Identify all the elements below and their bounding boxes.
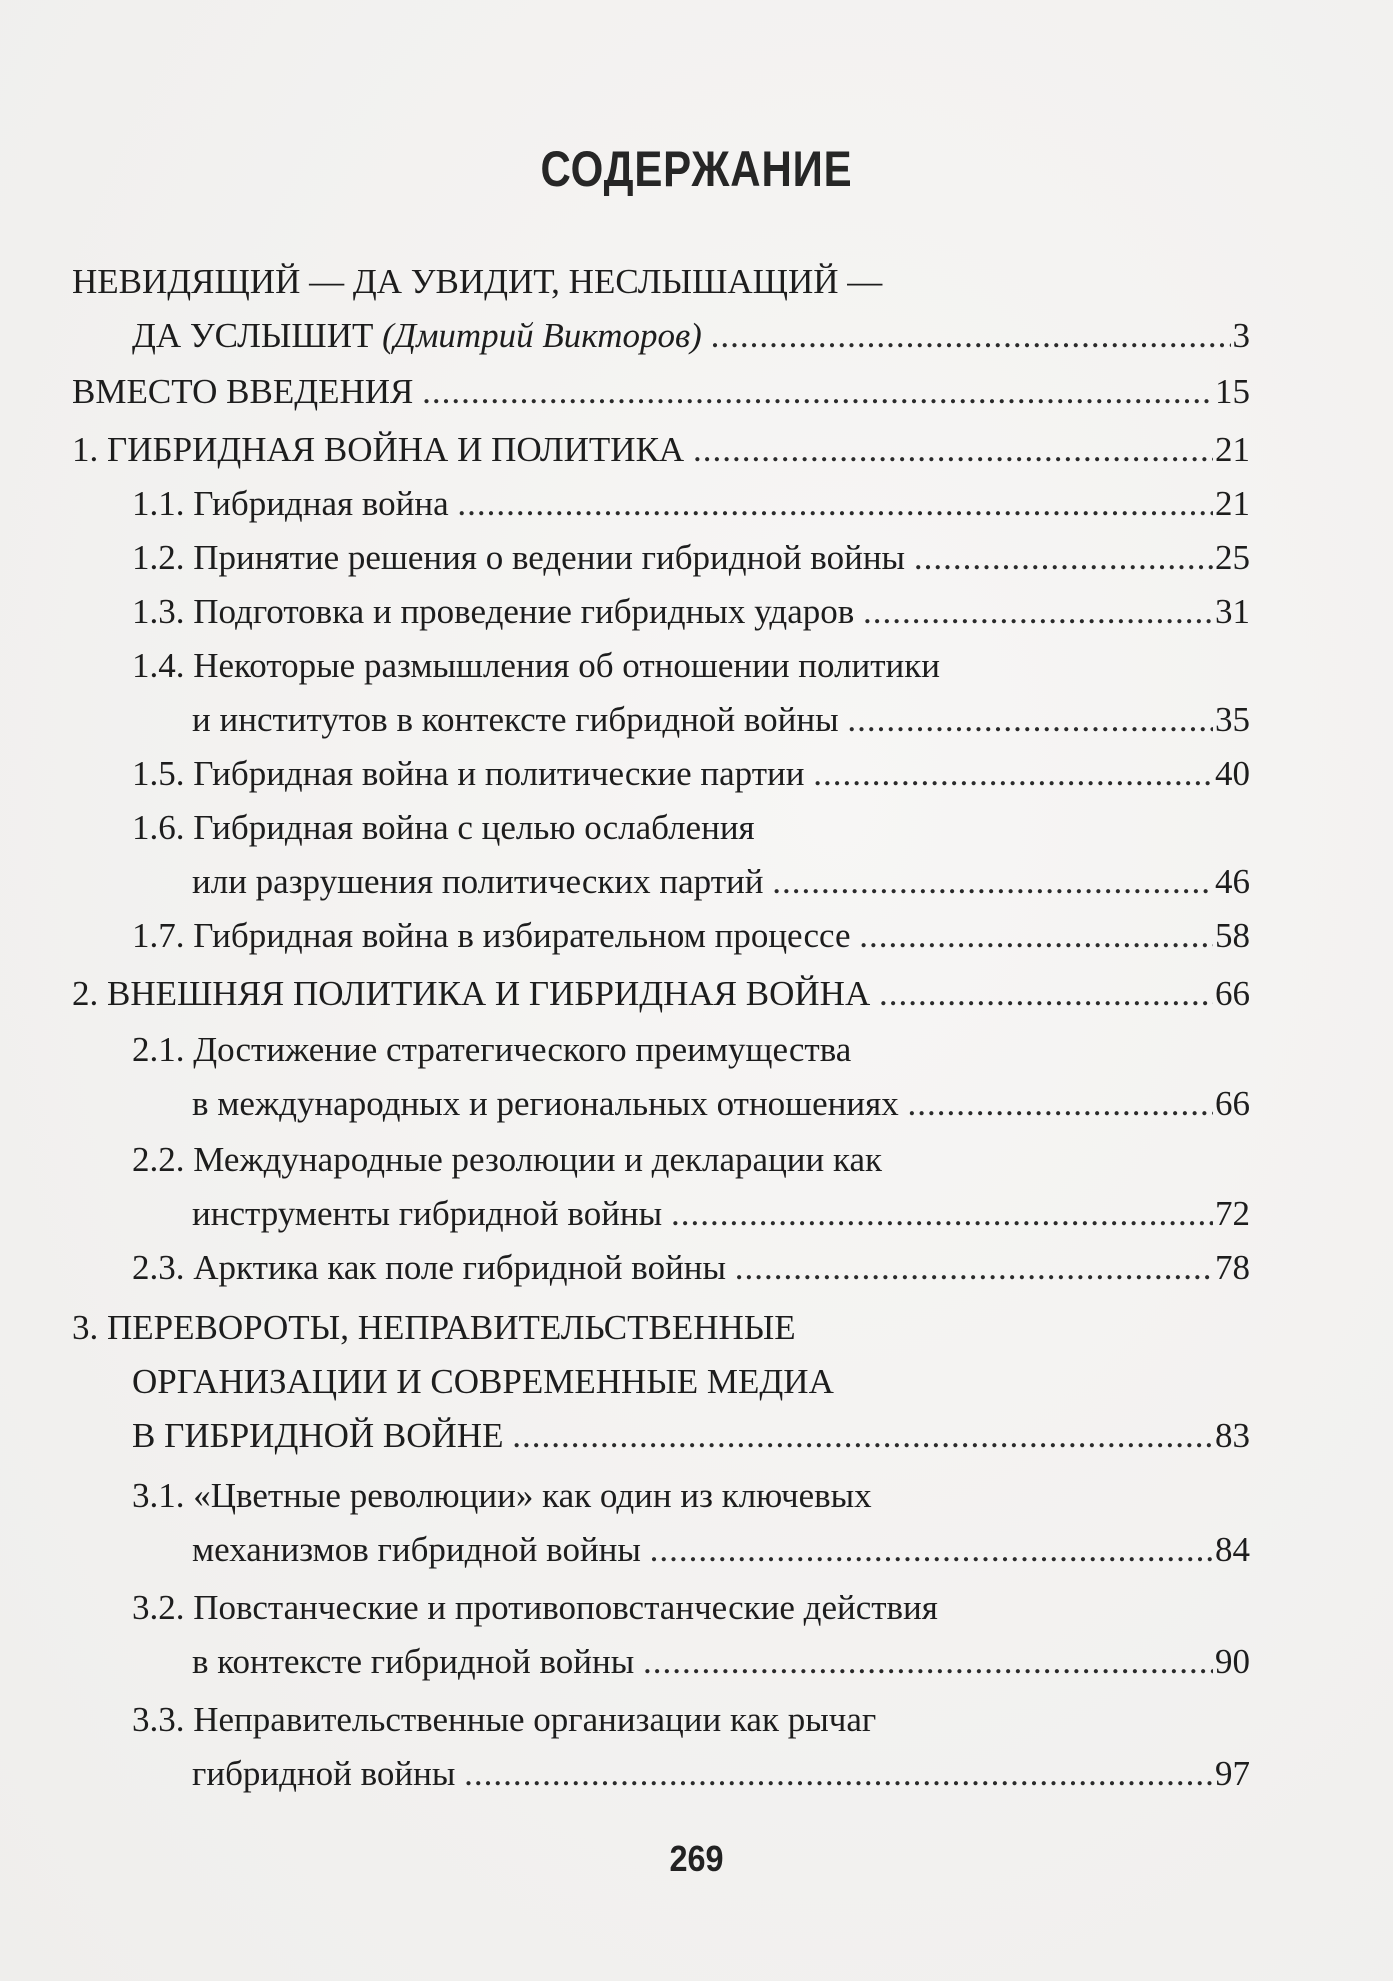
toc-entry-line: 2.1. Достижение стратегического преимущества [132,1030,852,1069]
dot-leader [457,477,1213,531]
dot-leader [772,855,1213,909]
toc-entry [132,531,1250,585]
spacer [641,1523,650,1577]
spacer [373,309,382,363]
toc-entry-author: (Дмитрий Викторов) [382,316,702,355]
toc-entry-page: 35 [1215,700,1250,739]
toc-entry-leader-row [132,1635,1250,1689]
toc-entry [132,639,1250,747]
toc-entry-line: ДА УСЛЫШИТ [132,316,374,355]
toc-entry [132,1693,1250,1801]
toc-entry-leader-row [132,1187,1250,1241]
spacer [684,423,693,477]
toc-entry-page: 72 [1215,1194,1250,1233]
toc-entry-page: 31 [1215,592,1250,631]
toc-entry-page: 78 [1215,1248,1250,1287]
toc-entry [132,1469,1250,1577]
toc-entry-page: 40 [1215,754,1250,793]
spacer [449,477,458,531]
spacer [839,693,848,747]
toc-entry-line: 1.1. Гибридная война [132,484,449,523]
toc-entry-leader-row [132,693,1250,747]
toc-entry-line: 2.2. Международные резолюции и декларации как [132,1140,883,1179]
toc-entry-page: 21 [1215,484,1250,523]
toc-entry-line: и институтов в контексте гибридной войны [192,700,839,739]
toc-entry-leader-row [132,909,1250,963]
toc-entry-page: 3 [1232,316,1250,355]
toc-entry [72,967,1250,1021]
spacer [851,909,860,963]
toc-entry-page: 97 [1215,1754,1250,1793]
toc-entry [132,477,1250,531]
toc-entry-line: 1. ГИБРИДНАЯ ВОЙНА И ПОЛИТИКА [72,430,685,469]
toc-entry [132,1133,1250,1241]
toc-entry-page: 21 [1215,430,1250,469]
toc-entry-page: 58 [1215,916,1250,955]
dot-leader [863,585,1213,639]
dot-leader [671,1187,1213,1241]
toc-entry-leader-row [132,1241,1250,1295]
toc-entry-line: гибридной войны [192,1754,456,1793]
toc-entry-page: 84 [1215,1530,1250,1569]
toc-entry-line: 2.3. Арктика как поле гибридной войны [132,1248,727,1287]
spacer [634,1635,643,1689]
toc-entry-leader-row [132,1523,1250,1577]
toc-entry-line: в международных и региональных отношениях [192,1084,899,1123]
spacer [726,1241,735,1295]
toc-entry-line: 1.4. Некоторые размышления об отношении политики [132,646,941,685]
toc-entry-line: инструменты гибридной войны [192,1194,663,1233]
dot-leader [512,1409,1213,1463]
toc-entry-line: 1.2. Принятие решения о ведении гибридной войны [132,538,906,577]
dot-leader [847,693,1213,747]
dot-leader [879,967,1213,1021]
spacer [870,967,879,1021]
toc-entry [132,1581,1250,1689]
toc-entry-leader-row [132,531,1250,585]
page-title: СОДЕРЖАНИЕ [540,141,853,197]
toc-entry-line: 2. ВНЕШНЯЯ ПОЛИТИКА И ГИБРИДНАЯ ВОЙНА [72,974,871,1013]
page-number: 269 [669,1838,724,1879]
toc-entry-leader-row [132,1077,1250,1131]
toc-entry-line: НЕВИДЯЩИЙ — ДА УВИДИТ, НЕСЛЫШАЩИЙ — [72,262,883,301]
spacer [702,309,711,363]
toc-entry-leader-row [72,309,1250,363]
dot-leader [735,1241,1213,1295]
toc-entry-leader-row [132,1747,1250,1801]
dot-leader [813,747,1213,801]
toc-entry-line: или разрушения политических партий [192,862,764,901]
dot-leader [464,1747,1213,1801]
toc-entry-page: 83 [1215,1416,1250,1455]
toc-entry [132,909,1250,963]
toc-entry-leader-row [132,477,1250,531]
toc-entry [72,1301,1250,1463]
spacer [503,1409,512,1463]
toc-entry-line: 1.5. Гибридная война и политические партии [132,754,805,793]
dot-leader [907,1077,1213,1131]
dot-leader [914,531,1213,585]
spacer [662,1187,671,1241]
toc-entry-line: ОРГАНИЗАЦИИ И СОВРЕМЕННЫЕ МЕДИА [132,1362,834,1401]
toc-entry-leader-row [132,585,1250,639]
toc-entry-line: 1.3. Подготовка и проведение гибридных ударов [132,592,855,631]
dot-leader [693,423,1213,477]
toc-entry-line: 3.2. Повстанческие и противоповстанческие действия [132,1588,938,1627]
toc-entry-page: 66 [1215,1084,1250,1123]
toc-entry [132,1241,1250,1295]
toc-entry [132,1023,1250,1131]
toc-entry [72,423,1250,477]
toc-entry-leader-row [72,423,1250,477]
spacer [413,365,422,419]
spacer [899,1077,908,1131]
toc-entry-line: в контексте гибридной войны [192,1642,635,1681]
toc-entry-leader-row [132,747,1250,801]
dot-leader [859,909,1213,963]
toc-entry-leader-row [72,967,1250,1021]
spacer [763,855,772,909]
toc-entry-line: 1.7. Гибридная война в избирательном процессе [132,916,851,955]
spacer [455,1747,464,1801]
toc-entry-leader-row [72,365,1250,419]
dot-leader [650,1523,1213,1577]
toc-entry-page: 25 [1215,538,1250,577]
toc-entry-leader-row [132,855,1250,909]
toc-entry-line: ВМЕСТО ВВЕДЕНИЯ [72,372,414,411]
toc-entry-line: 1.6. Гибридная война с целью ослабления [132,808,755,847]
spacer [804,747,813,801]
dot-leader [422,365,1213,419]
toc-entry [132,747,1250,801]
spacer [905,531,914,585]
toc-entry-line: 3.1. «Цветные революции» как один из ключевых [132,1476,872,1515]
toc-entry [72,365,1250,419]
toc-entry-leader-row [72,1409,1250,1463]
table-of-contents [72,255,1250,1801]
spacer [854,585,863,639]
toc-entry-line: 3.3. Неправительственные организации как рычаг [132,1700,877,1739]
toc-entry-page: 66 [1215,974,1250,1013]
dot-leader [711,309,1231,363]
toc-entry [132,801,1250,909]
toc-entry-page: 46 [1215,862,1250,901]
toc-entry-line: 3. ПЕРЕВОРОТЫ, НЕПРАВИТЕЛЬСТВЕННЫЕ [72,1308,796,1347]
toc-entry-page: 15 [1215,372,1250,411]
toc-entry-page: 90 [1215,1642,1250,1681]
toc-entry [72,255,1250,363]
dot-leader [643,1635,1213,1689]
toc-entry [132,585,1250,639]
toc-entry-line: механизмов гибридной войны [192,1530,641,1569]
toc-entry-line: В ГИБРИДНОЙ ВОЙНЕ [132,1416,504,1455]
